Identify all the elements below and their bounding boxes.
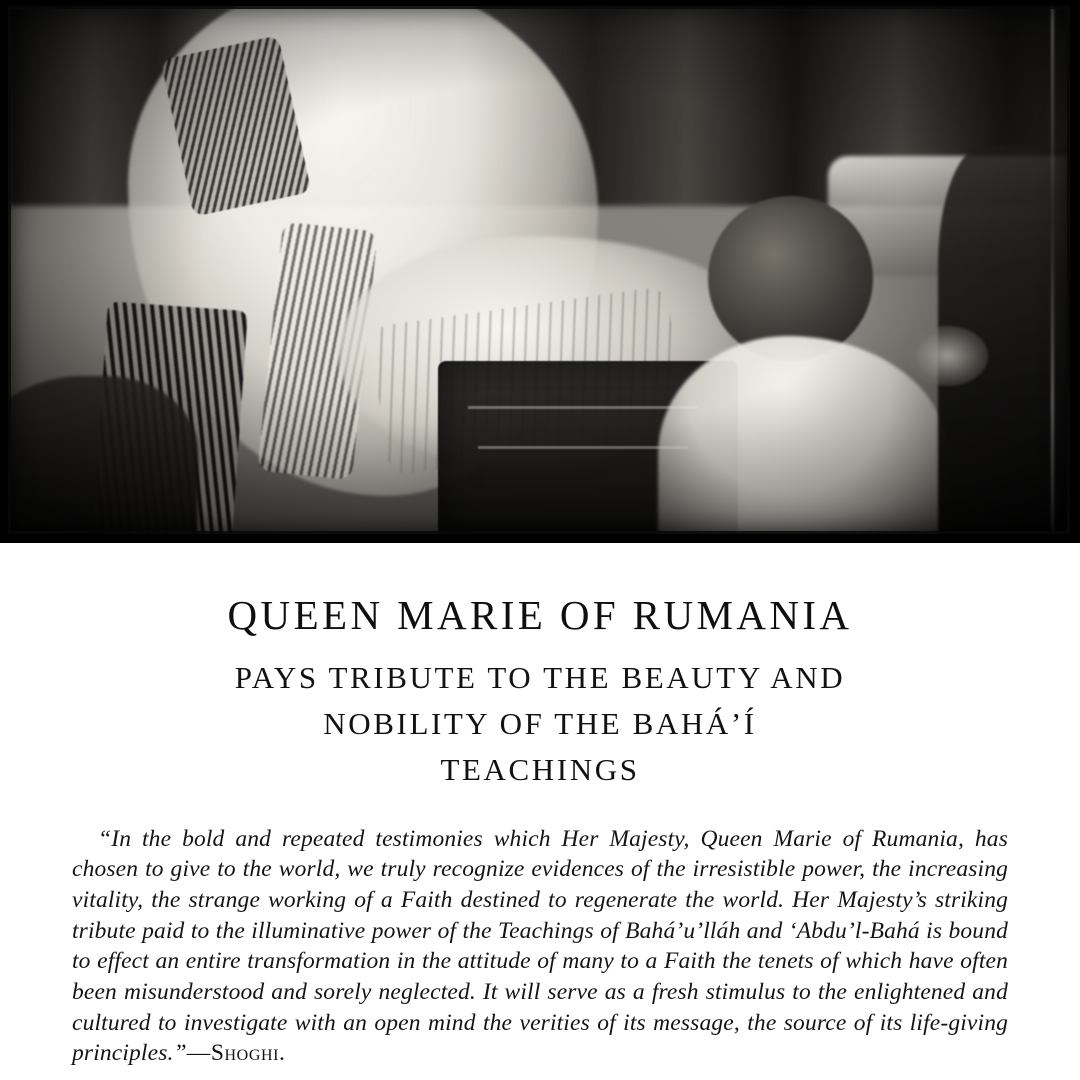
page-title: QUEEN MARIE OF RUMANIA	[227, 592, 853, 638]
subtitle-line-1: PAYS TRIBUTE TO THE BEAUTY AND	[234, 660, 846, 695]
subtitle-line-2: NOBILITY OF THE BAHÁ’Í	[323, 706, 757, 742]
article-subtitle	[0, 655, 1080, 794]
quote-text: “In the bold and repeated testimonies which Her Majesty, Queen Marie of Rumania, has chosen to give to the world, we truly recognize evidences of the irresistible power, the increasing vitality, the strange working of a Faith destined to regenerate the world. Her Majesty’s striking tribute paid to the illuminative power of the Teachings of Bahá’u’lláh and ‘Abdu’l-Bahá is bound to effect an entire transformation in the attitude of many to a Faith the tenets of which have often been misunderstood and sorely neglected. It will serve as a fresh stimulus to the enlightened and cultured to investigate with an open mind the verities of its message, the source of its life-giving principles.”	[72, 825, 1008, 1067]
photo-frame	[8, 6, 1070, 534]
photo-plate-edge	[8, 6, 1070, 534]
quote-attribution: —Shoghi.	[186, 1040, 286, 1067]
article-text	[0, 543, 1080, 1080]
pull-quote	[72, 824, 1008, 1069]
subtitle-line-3: TEACHINGS	[440, 752, 640, 788]
